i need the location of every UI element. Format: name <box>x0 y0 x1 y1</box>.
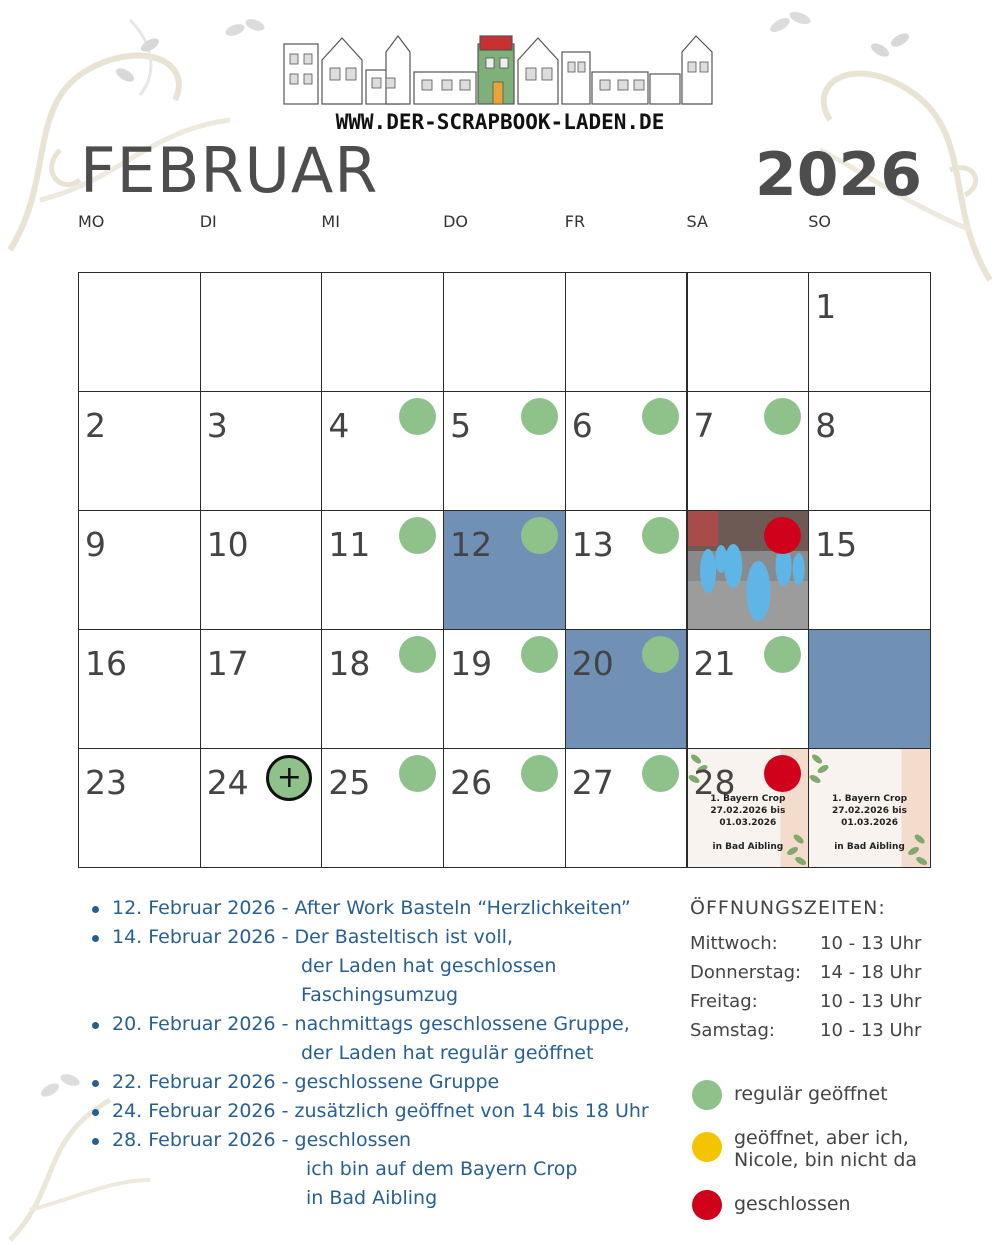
opening-day: Freitag: <box>690 991 758 1012</box>
day-number: 1 <box>815 287 837 326</box>
closed-status-dot <box>764 755 801 792</box>
opening-hours <box>690 897 970 1045</box>
legend-label: regulär geöffnet <box>734 1083 888 1105</box>
day-number: 21 <box>693 644 736 683</box>
calendar-day-cell[interactable] <box>78 510 201 630</box>
open-status-dot <box>642 517 679 554</box>
calendar-day-cell[interactable] <box>321 272 444 392</box>
opening-time: 10 - 13 Uhr <box>820 933 922 954</box>
calendar-day-cell[interactable] <box>687 391 810 511</box>
day-number: 15 <box>815 525 858 564</box>
open-status-dot <box>764 636 801 673</box>
open-status-dot <box>642 755 679 792</box>
legend-closed-dot <box>692 1190 722 1220</box>
calendar-day-cell[interactable] <box>687 748 810 868</box>
calendar-day-cell[interactable] <box>565 391 688 511</box>
weekday-header-sa: SA <box>686 212 708 231</box>
day-number: 28 <box>693 763 736 802</box>
plus-circle-icon: + <box>266 755 312 801</box>
calendar-day-cell[interactable] <box>808 272 931 392</box>
event-item: 24. Februar 2026 - zusätzlich geöffnet von 14 bis 18 Uhr <box>88 1097 688 1126</box>
open-status-dot <box>399 636 436 673</box>
calendar-day-cell[interactable] <box>687 629 810 749</box>
calendar-day-cell[interactable] <box>687 510 810 630</box>
flyer-line <box>698 829 799 841</box>
day-number: 4 <box>328 406 350 445</box>
event-item: 28. Februar 2026 - geschlossen <box>88 1126 688 1155</box>
event-detail-line: der Laden hat regulär geöffnet <box>301 1042 594 1064</box>
events-list <box>88 894 688 1213</box>
opening-time: 14 - 18 Uhr <box>820 962 922 983</box>
shop-website-url[interactable]: WWW.DER-SCRAPBOOK-LADEN.DE <box>335 110 665 134</box>
opening-time: 10 - 13 Uhr <box>820 1020 922 1041</box>
event-item: 20. Februar 2026 - nachmittags geschlossene Gruppe, <box>88 1010 688 1039</box>
calendar-day-cell[interactable] <box>808 748 931 868</box>
day-number: 20 <box>571 644 614 683</box>
open-status-dot <box>399 517 436 554</box>
open-status-dot <box>642 398 679 435</box>
day-number: 19 <box>450 644 493 683</box>
calendar-day-cell[interactable] <box>565 272 688 392</box>
day-number: 6 <box>571 406 593 445</box>
calendar-day-cell[interactable] <box>443 272 566 392</box>
calendar-day-cell[interactable] <box>200 391 323 511</box>
flyer-line: 01.03.2026 <box>841 818 898 828</box>
shop-houses-logo <box>282 30 718 110</box>
open-status-dot <box>521 755 558 792</box>
event-detail-line: ich bin auf dem Bayern Crop <box>306 1158 578 1180</box>
weekday-header-so: SO <box>808 212 831 231</box>
open-status-dot <box>521 398 558 435</box>
open-status-dot <box>399 398 436 435</box>
legend-label: geöffnet, aber ich, Nicole, bin nicht da <box>734 1127 918 1171</box>
legend-label: geschlossen <box>734 1193 851 1215</box>
opening-hours-row <box>690 987 970 1016</box>
open-status-dot <box>642 636 679 673</box>
opening-hours-title: ÖFFNUNGSZEITEN: <box>690 897 886 919</box>
calendar-day-cell[interactable] <box>565 629 688 749</box>
year-title: 2026 <box>755 140 922 210</box>
weekday-header-di: DI <box>199 212 217 231</box>
event-detail-line: der Laden hat geschlossen <box>301 955 557 977</box>
calendar-day-cell[interactable] <box>808 391 931 511</box>
bayern-crop-flyer <box>809 749 930 867</box>
event-detail-line: in Bad Aibling <box>306 1187 438 1209</box>
calendar-day-cell[interactable] <box>808 629 931 749</box>
flyer-line: 27.02.2026 bis <box>832 806 907 816</box>
flyer-line <box>819 829 920 841</box>
day-number: 5 <box>450 406 472 445</box>
open-status-dot <box>764 398 801 435</box>
calendar-day-cell[interactable] <box>78 629 201 749</box>
flyer-line: in Bad Aibling <box>834 842 905 852</box>
calendar-day-cell[interactable] <box>200 272 323 392</box>
calendar-day-cell[interactable] <box>200 629 323 749</box>
calendar-day-cell[interactable] <box>443 748 566 868</box>
flyer-line: 1. Bayern Crop <box>710 794 786 804</box>
opening-time: 10 - 13 Uhr <box>820 991 922 1012</box>
opening-hours-row <box>690 958 970 987</box>
event-item: 22. Februar 2026 - geschlossene Gruppe <box>88 1068 688 1097</box>
day-number: 2 <box>85 406 106 445</box>
weekday-header-mi: MI <box>321 212 340 231</box>
day-number: 17 <box>206 644 249 683</box>
calendar-day-cell[interactable] <box>200 748 323 868</box>
day-number: 7 <box>693 406 715 445</box>
day-number: 27 <box>571 763 614 802</box>
legend-open-absent-dot <box>692 1132 722 1162</box>
event-detail-line: Faschingsumzug <box>301 984 459 1006</box>
weekday-header-fr: FR <box>564 212 586 231</box>
calendar-day-cell[interactable] <box>321 629 444 749</box>
calendar-day-cell[interactable] <box>565 748 688 868</box>
day-number: 26 <box>450 763 493 802</box>
flyer-text <box>698 793 799 853</box>
event-item: 14. Februar 2026 - Der Basteltisch ist voll, <box>88 923 688 952</box>
day-number: 8 <box>815 406 837 445</box>
calendar-day-cell[interactable] <box>443 510 566 630</box>
weekday-header-mo: MO <box>78 212 105 231</box>
calendar-day-cell[interactable] <box>443 391 566 511</box>
calendar-day-cell[interactable] <box>808 510 931 630</box>
flyer-line: 01.03.2026 <box>719 818 777 828</box>
day-number: 12 <box>450 525 493 564</box>
legend-open-dot <box>692 1080 722 1110</box>
opening-day: Mittwoch: <box>690 933 778 954</box>
calendar-day-cell[interactable] <box>78 272 201 392</box>
calendar-day-cell[interactable] <box>565 510 688 630</box>
calendar-day-cell[interactable] <box>687 272 810 392</box>
day-number: 24 <box>206 763 249 802</box>
flyer-line: 1. Bayern Crop <box>831 794 908 804</box>
day-number: 16 <box>85 644 127 683</box>
flyer-text <box>819 793 920 853</box>
opening-day: Samstag: <box>690 1020 775 1041</box>
opening-hours-row <box>690 1016 970 1045</box>
open-status-dot <box>521 517 558 554</box>
calendar-day-cell[interactable] <box>443 629 566 749</box>
open-status-dot <box>521 636 558 673</box>
calendar-day-cell[interactable] <box>321 510 444 630</box>
opening-day: Donnerstag: <box>690 962 802 983</box>
calendar-day-cell[interactable] <box>78 748 201 868</box>
day-number: 11 <box>328 525 371 564</box>
calendar-day-cell[interactable] <box>78 391 201 511</box>
calendar-day-cell[interactable] <box>321 391 444 511</box>
weekday-header-do: DO <box>443 212 469 231</box>
day-number: 25 <box>328 763 371 802</box>
month-title: FEBRUAR <box>80 134 379 207</box>
day-number: 10 <box>206 525 249 564</box>
day-number: 23 <box>85 763 127 802</box>
calendar-day-cell[interactable] <box>200 510 323 630</box>
event-item: 12. Februar 2026 - After Work Basteln “Herzlichkeiten” <box>88 894 688 923</box>
day-number: 9 <box>85 525 106 564</box>
day-number: 13 <box>571 525 614 564</box>
open-status-dot <box>399 755 436 792</box>
flyer-line: 27.02.2026 bis <box>710 806 786 816</box>
closed-status-dot <box>764 517 801 554</box>
calendar-day-cell[interactable] <box>321 748 444 868</box>
day-number: 18 <box>328 644 371 683</box>
opening-hours-row <box>690 929 970 958</box>
flyer-line: in Bad Aibling <box>712 842 784 852</box>
day-number: 3 <box>206 406 228 445</box>
